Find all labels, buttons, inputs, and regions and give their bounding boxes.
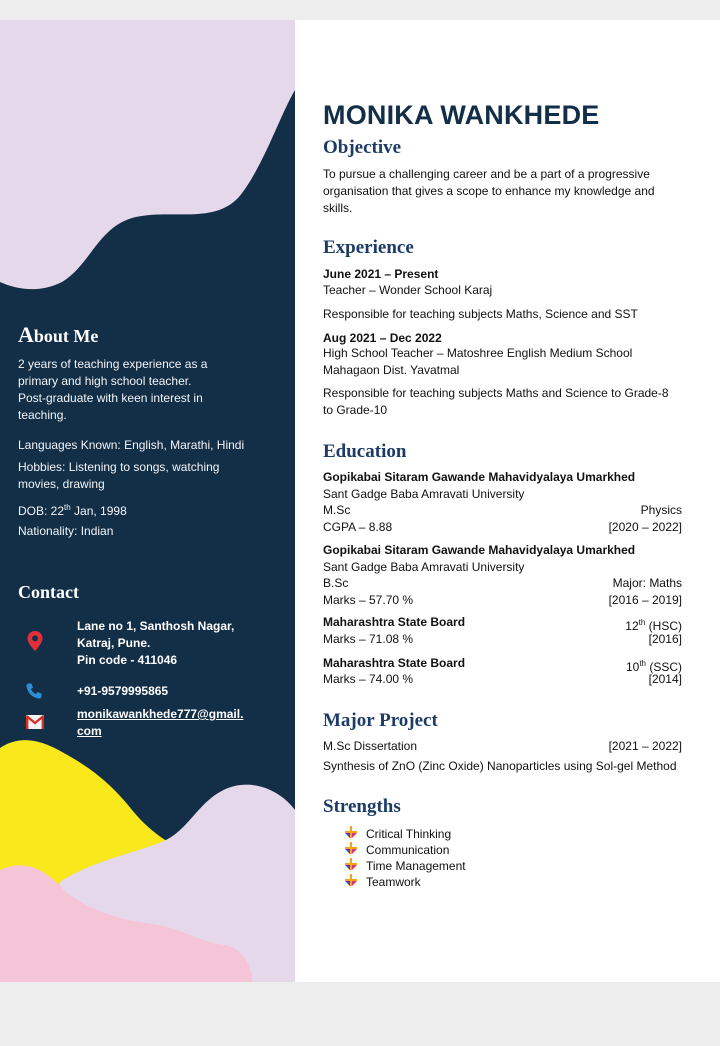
strength-item: Critical Thinking <box>366 827 452 841</box>
about-summary-line: Post-graduate with keen interest in <box>18 391 203 405</box>
education-level-ordinal: th <box>639 659 646 668</box>
education-score: CGPA – 8.88 <box>323 520 393 534</box>
strength-item: Communication <box>366 843 450 857</box>
job-responsibility-line: Responsible for teaching subjects Maths and Science to Grade-8 <box>323 386 669 400</box>
education-score: Marks – 57.70 % <box>323 593 414 607</box>
education-years: [2014] <box>648 672 682 686</box>
strength-item: Teamwork <box>366 875 421 889</box>
job-role-line: High School Teacher – Matoshree English Medium School <box>323 346 633 360</box>
education-level-name: (HSC) <box>645 619 682 633</box>
job-responsibility-line: to Grade-10 <box>323 403 388 417</box>
education-years: [2020 – 2022] <box>608 520 682 534</box>
strengths-heading: Strengths <box>323 796 401 817</box>
education-board: Maharashtra State Board <box>323 615 466 629</box>
education-degree: B.Sc <box>323 576 349 590</box>
objective-line: organisation that gives a scope to enhance my knowledge and <box>323 184 655 198</box>
bullet-arrow-icon <box>345 842 357 854</box>
major-project-heading: Major Project <box>323 710 438 731</box>
contact-email[interactable] <box>77 706 287 740</box>
objective-heading: Objective <box>323 137 402 158</box>
education-subject: Physics <box>640 503 682 517</box>
hobbies-line: movies, drawing <box>18 477 105 491</box>
nationality: Nationality: Indian <box>18 524 114 538</box>
project-title: M.Sc Dissertation <box>323 739 418 753</box>
education-heading: Education <box>323 441 407 462</box>
about-summary-line: primary and high school teacher. <box>18 374 192 388</box>
email-line[interactable]: com <box>77 724 102 738</box>
about-summary <box>18 356 288 424</box>
resume-page <box>0 20 720 982</box>
dob-ordinal: th <box>64 503 71 512</box>
education-score: Marks – 74.00 % <box>323 672 414 686</box>
email-line[interactable]: monikawankhede777@gmail. <box>77 707 244 721</box>
hobbies-line: Hobbies: Listening to songs, watching <box>18 460 220 474</box>
address-line: Lane no 1, Santhosh Nagar, <box>77 619 235 633</box>
education-subject: Major: Maths <box>612 576 682 590</box>
job-role: Teacher – Wonder School Karaj <box>323 283 493 297</box>
job-role-line: Mahagaon Dist. Yavatmal <box>323 363 460 377</box>
about-summary-line: 2 years of teaching experience as a <box>18 357 208 371</box>
education-degree: M.Sc <box>323 503 351 517</box>
date-of-birth <box>18 499 288 520</box>
contact-heading: Contact <box>18 582 79 602</box>
contact-address <box>77 618 287 669</box>
location-pin-icon <box>26 630 44 652</box>
address-line: Katraj, Pune. <box>77 636 151 650</box>
hobbies <box>18 459 288 493</box>
about-heading-initial: A <box>18 322 34 347</box>
objective-text <box>323 166 693 217</box>
contact-phone[interactable]: +91-9579995865 <box>77 684 169 698</box>
languages-known: Languages Known: English, Marathi, Hindi <box>18 438 245 452</box>
job-responsibility <box>323 385 693 419</box>
bullet-arrow-icon <box>345 858 357 870</box>
phone-icon <box>25 682 43 700</box>
education-years: [2016 – 2019] <box>608 593 682 607</box>
education-years: [2016] <box>648 632 682 646</box>
about-summary-line: teaching. <box>18 408 67 422</box>
bullet-arrow-icon <box>345 874 357 886</box>
education-level-number: 10 <box>625 660 640 674</box>
about-heading-rest: bout Me <box>33 326 99 346</box>
education-university: Sant Gadge Baba Amravati University <box>323 560 525 574</box>
job-dates: June 2021 – Present <box>323 267 439 281</box>
sidebar <box>0 20 295 982</box>
job-role <box>323 345 693 379</box>
email-icon <box>25 714 45 730</box>
dob-day: DOB: 22 <box>18 504 65 518</box>
bullet-arrow-icon <box>345 826 357 838</box>
education-level-ordinal: th <box>638 618 646 627</box>
education-level-name: (SSC) <box>646 660 682 674</box>
experience-heading: Experience <box>323 237 414 258</box>
strength-item: Time Management <box>366 859 466 873</box>
education-score: Marks – 71.08 % <box>323 632 414 646</box>
job-dates: Aug 2021 – Dec 2022 <box>323 331 442 345</box>
education-university: Sant Gadge Baba Amravati University <box>323 487 525 501</box>
top-lavender-blob <box>0 20 295 289</box>
education-institute: Gopikabai Sitaram Gawande Mahavidyalaya Umarkhed <box>323 470 636 484</box>
education-institute: Gopikabai Sitaram Gawande Mahavidyalaya Umarkhed <box>323 543 636 557</box>
project-description: Synthesis of ZnO (Zinc Oxide) Nanoparticles using Sol-gel Method <box>323 759 677 773</box>
about-heading <box>18 322 98 348</box>
project-years: [2021 – 2022] <box>608 739 682 753</box>
education-board: Maharashtra State Board <box>323 656 466 670</box>
objective-line: skills. <box>323 201 353 215</box>
dob-month-year: Jan, 1998 <box>70 504 127 518</box>
objective-line: To pursue a challenging career and be a part of a progressive <box>323 167 650 181</box>
job-responsibility: Responsible for teaching subjects Maths, Science and SST <box>323 307 638 321</box>
candidate-name: MONIKA WANKHEDE <box>323 100 600 130</box>
address-line: Pin code - 411046 <box>77 653 178 667</box>
education-level-number: 12 <box>625 619 639 633</box>
